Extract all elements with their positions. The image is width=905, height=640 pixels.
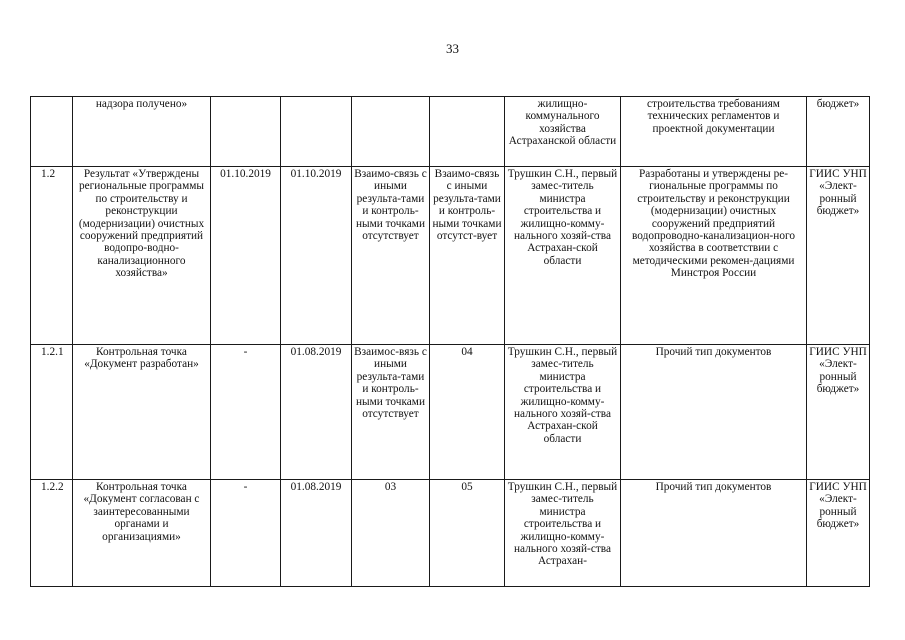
page-number: 33 xyxy=(446,41,459,56)
table-row xyxy=(31,97,870,167)
row-start-date: - xyxy=(211,345,281,480)
row-document: строительства требованиям технических регламентов и проектной документации xyxy=(621,97,807,167)
row-predecessor: Взаимос-вязь с иными результа-тами и контроль-ными точками отсутствует xyxy=(352,345,430,480)
row-start-date: 01.10.2019 xyxy=(211,167,281,345)
row-start-date: - xyxy=(211,480,281,587)
row-number xyxy=(31,97,73,167)
row-successor xyxy=(430,97,505,167)
row-number: 1.2.2 xyxy=(31,480,73,587)
row-document: Прочий тип документов xyxy=(621,345,807,480)
plan-table xyxy=(30,96,870,587)
row-end-date: 01.10.2019 xyxy=(281,167,352,345)
row-number: 1.2.1 xyxy=(31,345,73,480)
row-predecessor: Взаимо-связь с иными результа-тами и контроль-ными точками отсутствует xyxy=(352,167,430,345)
row-responsible: жилищно-коммунального хозяйства Астраханской области xyxy=(505,97,621,167)
row-system: ГИИС УНП «Элект-ронный бюджет» xyxy=(807,480,870,587)
row-end-date xyxy=(281,97,352,167)
table-row xyxy=(31,345,870,480)
row-system: ГИИС УНП «Элект-ронный бюджет» xyxy=(807,345,870,480)
row-document: Прочий тип документов xyxy=(621,480,807,587)
table-row xyxy=(31,167,870,345)
row-system: ГИИС УНП «Элект-ронный бюджет» xyxy=(807,167,870,345)
row-system: бюджет» xyxy=(807,97,870,167)
row-end-date: 01.08.2019 xyxy=(281,345,352,480)
row-name: Контрольная точка «Документ согласован с заинтересованными органами и организациями» xyxy=(73,480,211,587)
row-predecessor xyxy=(352,97,430,167)
row-responsible: Трушкин С.Н., первый замес-титель министра строительства и жилищно-комму-нального хозяй-ства Астрахан-ской области xyxy=(505,345,621,480)
row-end-date: 01.08.2019 xyxy=(281,480,352,587)
row-name: надзора получено» xyxy=(73,97,211,167)
row-successor: Взаимо-связь с иными результа-тами и контроль-ными точками отсутст-вует xyxy=(430,167,505,345)
row-successor: 05 xyxy=(430,480,505,587)
row-successor: 04 xyxy=(430,345,505,480)
row-start-date xyxy=(211,97,281,167)
table-row xyxy=(31,480,870,587)
row-responsible: Трушкин С.Н., первый замес-титель министра строительства и жилищно-комму-нального хозяй-ства Астрахан-ской области xyxy=(505,167,621,345)
row-predecessor: 03 xyxy=(352,480,430,587)
row-name: Контрольная точка «Документ разработан» xyxy=(73,345,211,480)
row-name: Результат «Утверждены региональные программы по строительству и реконструкции (модернизации) очистных сооружений предприятий водопро-водно-канализационного хозяйства» xyxy=(73,167,211,345)
row-document: Разработаны и утверждены ре-гиональные программы по строительству и реконструкции (модернизации) очистных сооружений предприятий водопроводно-канализацион-ного хозяйства в соответствии с методическими рекомен-дациями Минстроя России xyxy=(621,167,807,345)
row-responsible: Трушкин С.Н., первый замес-титель министра строительства и жилищно-комму-нального хозяй-ства Астрахан- xyxy=(505,480,621,587)
row-number: 1.2 xyxy=(31,167,73,345)
